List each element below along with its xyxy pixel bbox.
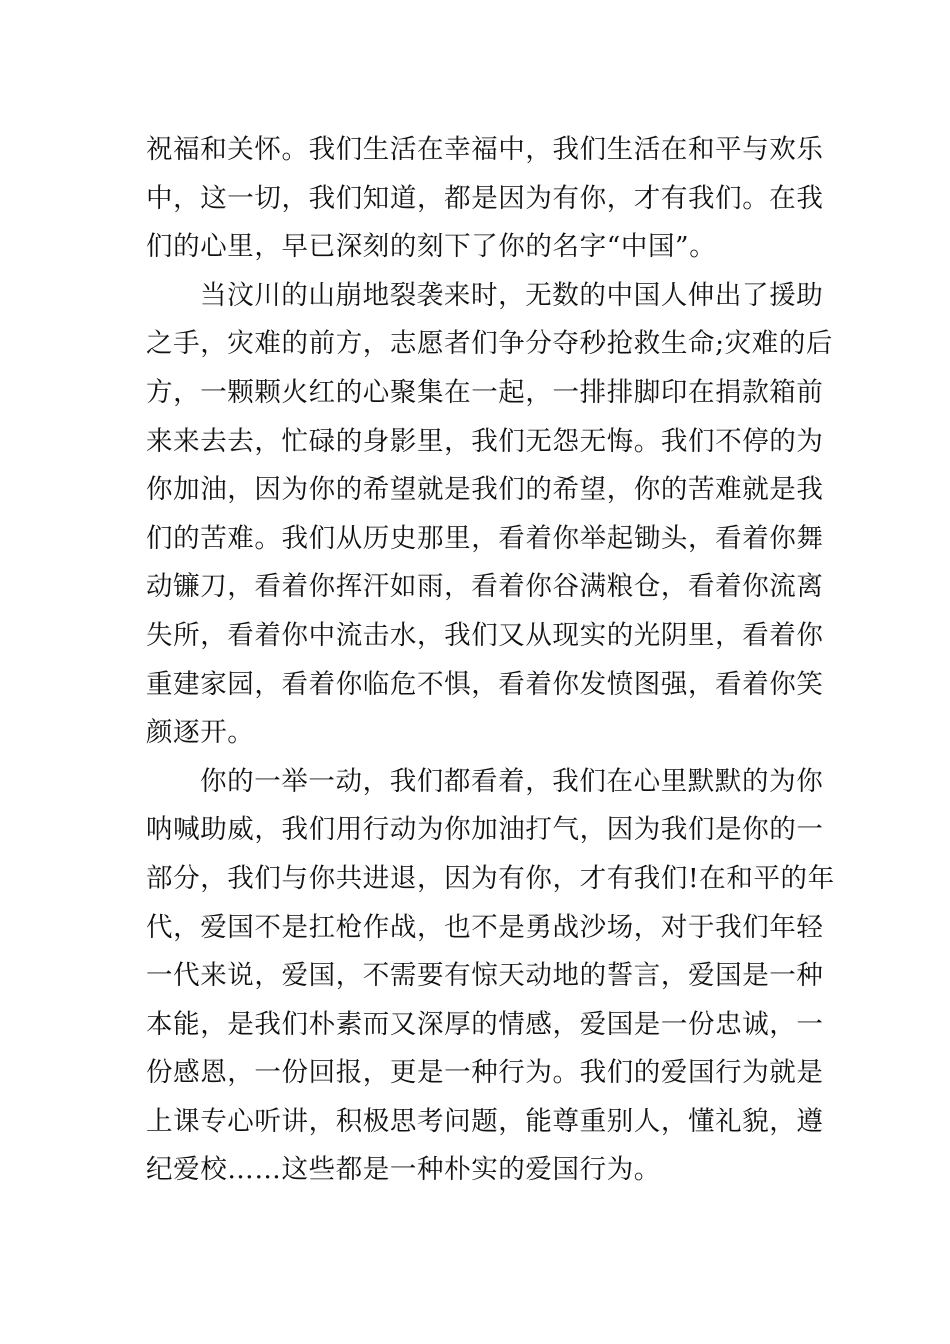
text-line: 祝福和关怀。我们生活在幸福中，我们生活在和平与欢乐 [146,134,824,165]
text-line: 代，爱国不是扛枪作战，也不是勇战沙场，对于我们年轻 [146,911,824,943]
text-line: 失所，看着你中流击水，我们又从现实的光阴里，看着你 [146,619,824,651]
paragraph-1 [146,126,824,272]
text-line: 当汶川的山崩地裂袭来时，无数的中国人伸出了援助 [200,279,824,311]
text-line: 中，这一切，我们知道，都是因为有你，才有我们。在我 [146,182,824,214]
text-line: 们的苦难。我们从历史那里，看着你举起锄头，看着你舞 [146,522,824,554]
text-line: 部分，我们与你共进退，因为有你，才有我们!在和平的年 [146,862,835,894]
paragraph-2 [146,272,834,758]
text-line: 纪爱校……这些都是一种朴实的爱国行为。 [146,1154,661,1186]
text-line: 上课专心听讲，积极思考问题，能尊重别人，懂礼貌，遵 [146,1105,824,1137]
text-line: 们的心里，早已深刻的刻下了你的名字“中国”。 [146,231,717,263]
text-line: 本能，是我们朴素而又深厚的情感，爱国是一份忠诚，一 [146,1008,824,1040]
text-line: 一代来说，爱国，不需要有惊天动地的誓言，爱国是一种 [146,960,824,992]
text-line: 方，一颗颗火红的心聚集在一起，一排排脚印在捐款箱前 [146,376,824,408]
text-line: 动镰刀，看着你挥汗如雨，看着你谷满粮仓，看着你流离 [146,571,824,603]
text-line: 之手，灾难的前方，志愿者们争分夺秒抢救生命;灾难的后 [146,328,834,360]
text-line: 你加油，因为你的希望就是我们的希望，你的苦难就是我 [146,474,824,506]
body-text [146,126,835,1195]
text-line: 重建家园，看着你临危不惧，看着你发愤图强，看着你笑 [146,668,824,700]
text-line: 颜逐开。 [146,717,255,749]
text-line: 呐喊助威，我们用行动为你加油打气，因为我们是你的一 [146,814,824,846]
text-line: 你的一举一动，我们都看着，我们在心里默默的为你 [200,765,824,797]
paragraph-3 [146,758,835,1195]
text-line: 来来去去，忙碌的身影里，我们无怨无悔。我们不停的为 [146,425,824,457]
text-line: 份感恩，一份回报，更是一种行为。我们的爱国行为就是 [146,1057,824,1089]
